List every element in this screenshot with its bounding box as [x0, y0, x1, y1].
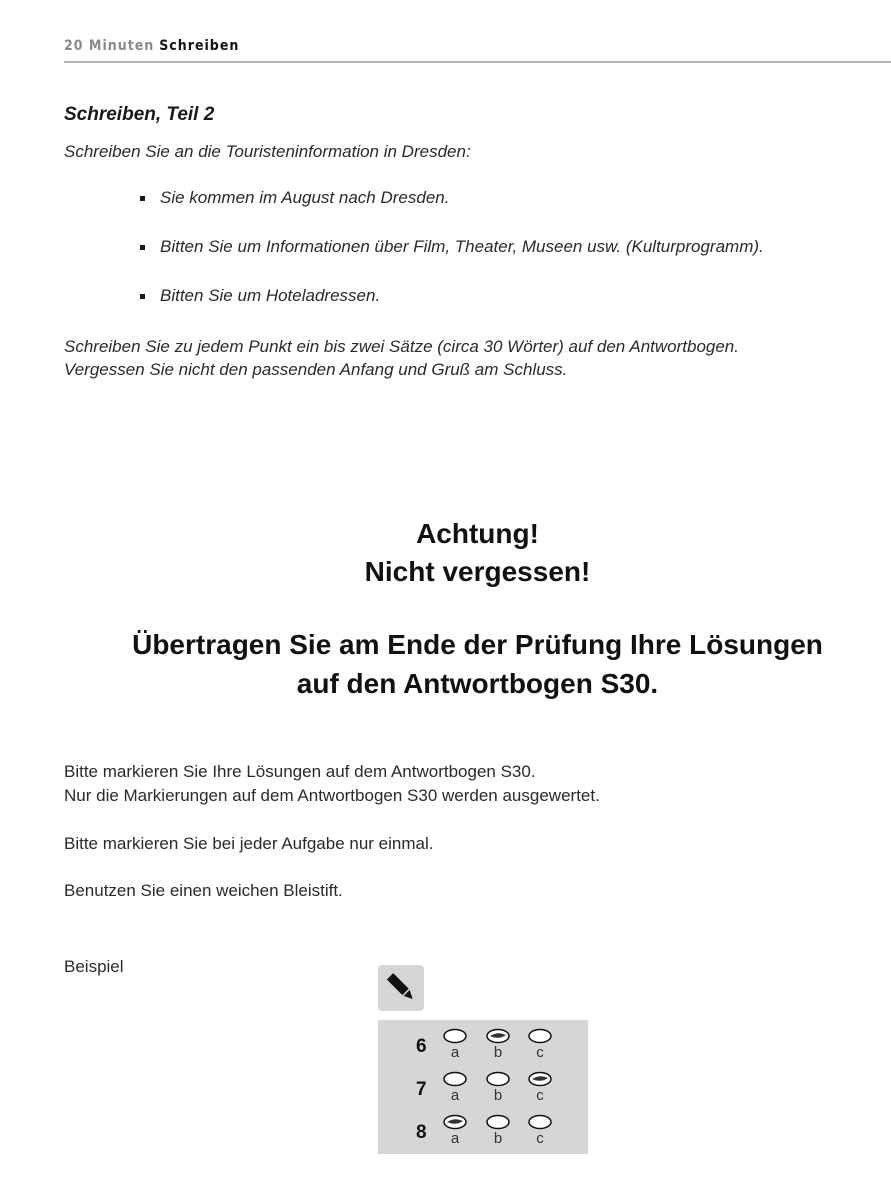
answer-sheet-example — [378, 1020, 588, 1154]
guidance-text: Bitte markieren Sie Ihre Lösungen auf dem Antwortbogen S30. — [64, 762, 536, 781]
bubble-empty-icon — [485, 1114, 511, 1130]
pencil-badge — [378, 965, 424, 1011]
bubble-empty-icon — [442, 1071, 468, 1087]
guidance-text: Bitte markieren Sie bei jeder Aufgabe nur einmal. — [64, 834, 434, 853]
option-label: b — [493, 1130, 503, 1147]
answer-row — [378, 1112, 588, 1155]
bubble-marked-icon — [442, 1114, 468, 1130]
notice-heading: Achtung! — [416, 518, 539, 549]
option-label: b — [493, 1044, 503, 1061]
task-bullet-list — [136, 188, 764, 335]
answer-option[interactable] — [442, 1114, 468, 1148]
example-label: Beispiel — [64, 957, 124, 976]
answer-option[interactable] — [485, 1114, 511, 1148]
task-instructions — [64, 335, 739, 381]
option-label: a — [450, 1087, 460, 1104]
option-label: a — [450, 1044, 460, 1061]
notice-transfer-line: auf den Antwortbogen S30. — [296, 668, 659, 699]
answer-option[interactable] — [442, 1028, 468, 1062]
page-header — [64, 38, 239, 54]
bubble-empty-icon — [442, 1028, 468, 1044]
section-title: Schreiben, Teil 2 — [64, 104, 215, 125]
option-label: a — [450, 1130, 460, 1147]
task-intro: Schreiben Sie an die Touristeninformation in Dresden: — [64, 142, 471, 161]
question-number: 8 — [416, 1122, 427, 1143]
option-label: b — [493, 1087, 503, 1104]
header-rule — [64, 61, 891, 63]
bubble-empty-icon — [527, 1028, 553, 1044]
question-number: 6 — [416, 1036, 427, 1057]
header-section: Schreiben — [159, 38, 240, 54]
task-bullet: Bitten Sie um Hoteladressen. — [136, 286, 764, 335]
bubble-marked-icon — [485, 1028, 511, 1044]
answer-option[interactable] — [442, 1071, 468, 1105]
answer-option[interactable] — [527, 1028, 553, 1062]
task-bullet: Bitten Sie um Informationen über Film, Theater, Museen usw. (Kulturprogramm). — [136, 237, 764, 286]
header-duration: 20 Minuten — [64, 38, 155, 54]
answer-row — [378, 1026, 588, 1069]
task-bullet: Sie kommen im August nach Dresden. — [136, 188, 764, 237]
question-number: 7 — [416, 1079, 427, 1100]
answer-option[interactable] — [485, 1028, 511, 1062]
notice-transfer-line: Übertragen Sie am Ende der Prüfung Ihre Lösungen — [132, 629, 823, 660]
bubble-empty-icon — [527, 1114, 553, 1130]
guidance-text: Benutzen Sie einen weichen Bleistift. — [64, 881, 343, 900]
pencil-icon — [378, 965, 424, 1011]
option-label: c — [536, 1044, 544, 1061]
option-label: c — [536, 1130, 544, 1147]
instruction-line: Vergessen Sie nicht den passenden Anfang und Gruß am Schluss. — [64, 360, 568, 379]
bubble-empty-icon — [485, 1071, 511, 1087]
notice-subheading: Nicht vergessen! — [364, 556, 591, 587]
answer-option[interactable] — [485, 1071, 511, 1105]
answer-option[interactable] — [527, 1071, 553, 1105]
answer-option[interactable] — [527, 1114, 553, 1148]
guidance-text: Nur die Markierungen auf dem Antwortbogen S30 werden ausgewertet. — [64, 786, 600, 805]
bubble-marked-icon — [527, 1071, 553, 1087]
instruction-line: Schreiben Sie zu jedem Punkt ein bis zwei Sätze (circa 30 Wörter) auf den Antwortbogen. — [64, 337, 739, 356]
answer-row — [378, 1069, 588, 1112]
option-label: c — [536, 1087, 544, 1104]
